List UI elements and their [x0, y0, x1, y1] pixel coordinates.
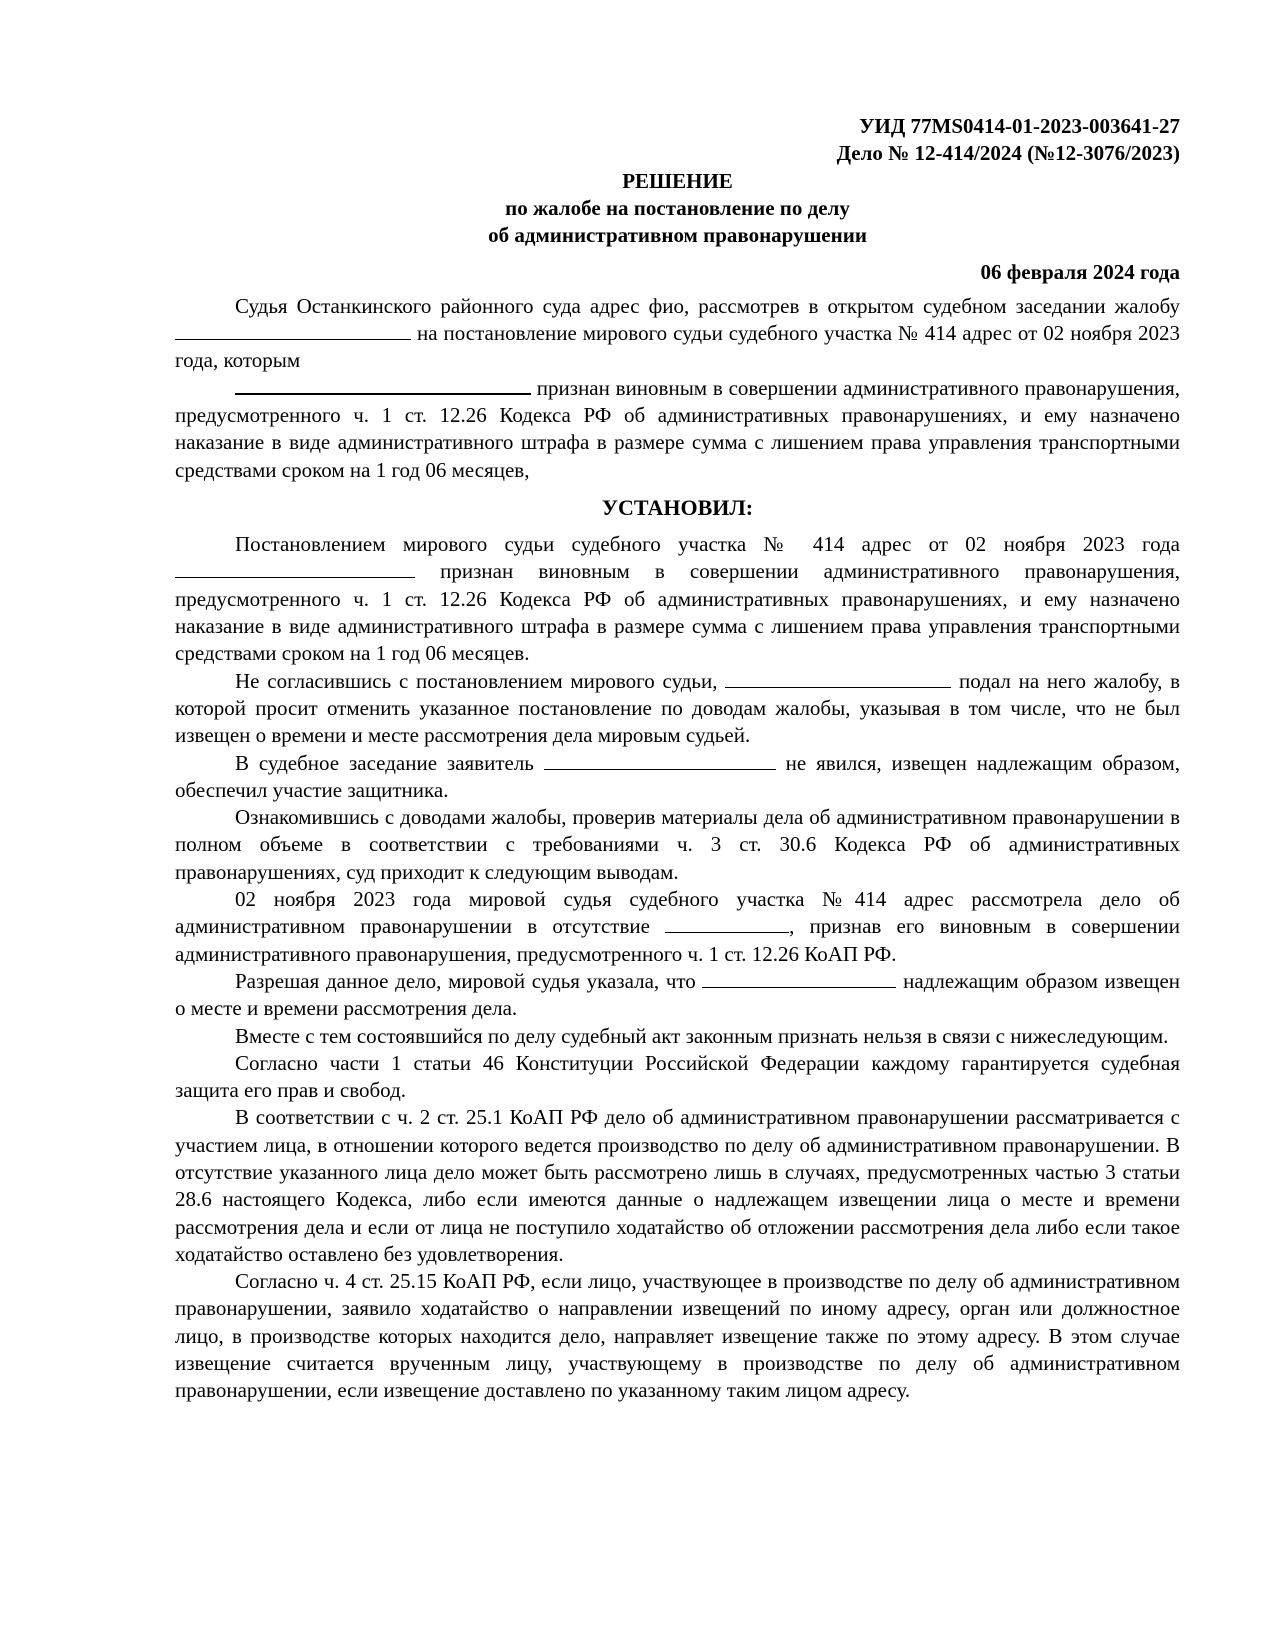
redacted-name-blank	[175, 321, 411, 340]
body-paragraph: Согласно части 1 статьи 46 Конституции Российской Федерации каждому гарантируется судебная защита его прав и свобод.	[175, 1050, 1180, 1103]
intro-paragraph: Судья Останкинского районного суда адрес фио, рассмотрев в открытом судебном заседании жалобу на постановление мирового судьи судебного участка № 414 адрес от 02 ноября 2023 года, которым	[175, 293, 1180, 373]
document-page	[175, 113, 1180, 1405]
case-uid: УИД 77MS0414-01-2023-003641-27	[859, 114, 1180, 138]
body-paragraph: Вместе с тем состоявшийся по делу судебный акт законным признать нельзя в связи с нижеследующим.	[235, 1023, 1169, 1048]
redacted-name-blank	[544, 751, 776, 770]
body-paragraph: Постановлением мирового судьи судебного участка № 414 адрес от 02 ноября 2023 года признан виновным в совершении административного правонарушения, предусмотренного ч. 1 ст. 12.26 Кодекса РФ об административных правонарушениях, и ему назначено наказание в виде административного штрафа в размере сумма с лишением права управления транспортными средствами сроком на 1 год 06 месяцев.	[175, 532, 1180, 666]
decision-date: 06 февраля 2024 года	[980, 260, 1180, 285]
redacted-name-blank	[235, 375, 531, 395]
case-number: Дело № 12-414/2024 (№12-3076/2023)	[836, 141, 1180, 166]
document-subtitle-line1: по жалобе на постановление по делу	[505, 195, 850, 220]
redacted-name-blank	[725, 669, 951, 688]
body-paragraph: В соответствии с ч. 2 ст. 25.1 КоАП РФ дело об административном правонарушении рассматривается с участием лица, в отношении которого ведется производство по делу об административном правонарушении. В отсутствие указанного лица дело может быть рассмотрено лишь в случаях, предусмотренных частью 3 статьи 28.6 настоящего Кодекса, либо если имеются данные о надлежащем извещении лица о месте и времени рассмотрения дела и если от лица не поступило ходатайство об отложении рассмотрения дела либо если такое ходатайство оставлено без удовлетворения.	[175, 1105, 1180, 1266]
redacted-name-blank	[702, 969, 896, 988]
document-title: РЕШЕНИЕ	[622, 168, 733, 193]
body-paragraph: Согласно ч. 4 ст. 25.15 КоАП РФ, если лицо, участвующее в производстве по делу об административном правонарушении, заявило ходатайство о направлении извещений по иному адресу, орган или должностное лицо, в производстве которых находится дело, направляет извещение также по этому адресу. В этом случае извещение считается врученным лицу, участвующему в производстве по делу об административном правонарушении, если извещение доставлено по указанному таким лицом адресу.	[175, 1269, 1180, 1403]
section-title-established: УСТАНОВИЛ:	[601, 494, 754, 520]
body-paragraph: Разрешая данное дело, мировой судья указала, что надлежащим образом извещен о месте и времени рассмотрения дела.	[175, 968, 1180, 1021]
redacted-name-blank	[175, 559, 415, 578]
intro-paragraph-2: признан виновным в совершении административного правонарушения, предусмотренного ч. 1 ст. 12.26 Кодекса РФ об административных правонарушениях, и ему назначено наказание в виде административного штрафа в размере сумма с лишением права управления транспортными средствами сроком на 1 год 06 месяцев,	[175, 375, 1181, 482]
document-subtitle-line2: об административном правонарушении	[488, 223, 867, 248]
body-paragraph: Ознакомившись с доводами жалобы, проверив материалы дела об административном правонарушении в полном объеме в соответствии с требованиями ч. 3 ст. 30.6 Кодекса РФ об административных правонарушениях, суд приходит к следующим выводам.	[175, 805, 1180, 884]
body-paragraph: В судебное заседание заявитель не явился, извещен надлежащим образом, обеспечил участие защитника.	[175, 750, 1180, 802]
redacted-name-blank	[665, 914, 789, 933]
body-paragraph: 02 ноября 2023 года мировой судья судебного участка №414 адрес рассмотрела дело об административном правонарушении в отсутствие , признав его виновным в совершении административного правонарушения, предусмотренного ч. 1 ст. 12.26 КоАП РФ.	[175, 887, 1180, 966]
body-paragraph: Не согласившись с постановлением мирового судьи, подал на него жалобу, в которой просит отменить указанное постановление по доводам жалобы, указывая в том числе, что не был извещен о времени и месте рассмотрения дела мировым судьей.	[175, 668, 1181, 748]
